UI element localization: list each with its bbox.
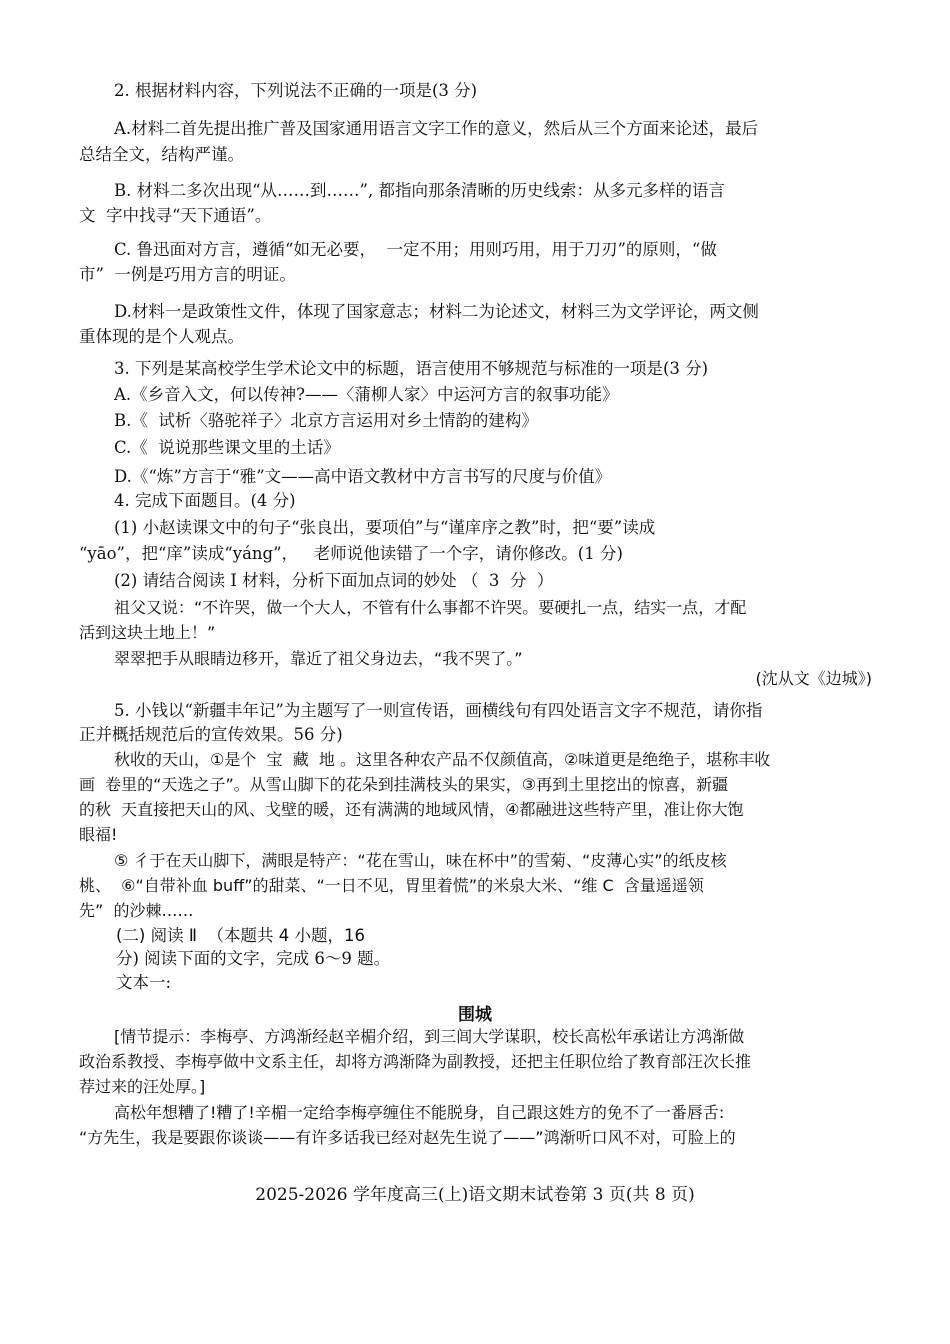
page-footer: 2025-2026 学年度高三(上)语文期末试卷第 3 页(共 8 页) (255, 1185, 695, 1205)
reading2-hint-line3: 荐过来的汪处厚。] (79, 1077, 206, 1096)
reading2-heading-line2: 分) 阅读下面的文字，完成 6～9 题。 (116, 949, 391, 968)
q5-text-line4: 眼福! (79, 825, 118, 844)
q5-text-line5: ⑤ 彳于在天山脚下，满眼是特产：“花在雪山，味在杯中”的雪菊、“皮薄心实”的纸皮核 (114, 851, 727, 870)
reading2-hint-line2: 政治系教授、李梅亭做中文系主任，却将方鸿渐降为副教授，还把主任职位给了教育部汪次长推 (79, 1052, 752, 1071)
reading2-hint-line1: [情节提示：李梅亭、方鸿渐经赵辛楣介绍，到三闾大学谋职，校长高松年承诺让方鸿渐做 (114, 1027, 745, 1046)
q4-stem: 4. 完成下面题目。(4 分) (114, 491, 296, 510)
q4-quote-source: (沈从文《边城》) (755, 669, 872, 688)
q5-text-line1: 秋收的天山，①是个 宝 藏 地 。这里各种农产品不仅颜值高，②味道更是绝绝子，堪称丰收 (114, 750, 771, 769)
q2-option-d-line2: 重体现的是个人观点。 (79, 327, 244, 346)
q2-stem: 2. 根据材料内容，下列说法不正确的一项是(3 分) (114, 81, 478, 100)
q3-option-b: B.《 试析〈骆驼祥子〉北京方言运用对乡土情韵的建构》 (114, 411, 538, 430)
q5-text-line7: 先” 的沙棘…… (79, 901, 194, 920)
q5-stem-line2: 正并概括规范后的宣传效果。56 分) (79, 725, 343, 744)
reading2-body-line1: 高松年想糟了!糟了!辛楣一定给李梅亭缠住不能脱身，自己跟这姓方的免不了一番唇舌: (114, 1103, 725, 1122)
q4-quote-line1: 祖父又说：“不许哭，做一个大人，不管有什么事都不许哭。要硬扎一点，结实一点，才配 (114, 598, 747, 617)
q3-option-d: D.《“炼”方言于“雅”文——高中语文教材中方言书写的尺度与价值》 (114, 467, 612, 486)
q4-part2: (2) 请结合阅读 Ⅰ 材料，分析下面加点词的妙处 （ 3 分 ） (114, 571, 554, 590)
q5-text-line2: 画 卷里的“天选之子”。从雪山脚下的花朵到挂满枝头的果实，③再到土里挖出的惊喜，新疆 (79, 775, 729, 794)
q4-quote-line2: 活到这块土地上！” (79, 623, 216, 642)
q5-stem-line1: 5. 小钱以“新疆丰年记”为主题写了一则宣传语，画横线句有四处语言文字不规范，请你指 (114, 701, 763, 720)
q2-option-c-line2: 市” 一例是巧用方言的明证。 (79, 265, 296, 284)
q3-option-a: A.《乡音入文，何以传神?——〈蒲柳人家〉中运河方言的叙事功能》 (114, 385, 619, 404)
q2-option-a-line2: 总结全文，结构严谨。 (79, 145, 244, 164)
q2-option-c-line1: C. 鲁迅面对方言，遵循“如无必要， 一定不用；用则巧用，用于刀刃”的原则，“做 (114, 240, 717, 259)
reading2-body-line2: “方先生，我是要跟你谈谈——有许多话我已经对赵先生说了——”鸿渐听口风不对，可脸上的 (79, 1128, 736, 1147)
q3-option-c: C.《 说说那些课文里的土话》 (114, 438, 340, 457)
q4-part1-line2: “yāo”，把“庠”读成“yáng”， 老师说他读错了一个字，请你修改。(1 分) (79, 544, 623, 563)
q4-part1-line1: (1) 小赵读课文中的句子“张良出，要项伯”与“谨庠序之教”时，把“要”读成 (114, 518, 656, 537)
q2-option-b-line2: 文 字中找寻“天下通语”。 (79, 206, 272, 225)
q5-text-line6: 桃、 ⑥“自带补血 buff”的甜菜、“一日不见，胃里着慌”的米泉大米、“维 C 含量遥遥领 (79, 876, 704, 895)
q2-option-b-line1: B. 材料二多次出现“从……到……”, 都指向那条清晰的历史线索：从多元多样的语言 (114, 181, 725, 200)
q4-quote-line3: 翠翠把手从眼睛边移开，靠近了祖父身边去，“我不哭了。” (114, 649, 523, 668)
reading2-title: 围城 (458, 1005, 492, 1025)
reading2-heading-line1: (二) 阅读 Ⅱ （本题共 4 小题，16 (116, 926, 365, 945)
q2-option-d-line1: D.材料一是政策性文件，体现了国家意志；材料二为论述文，材料三为文学评论，两文侧 (114, 302, 759, 321)
q5-text-line3: 的秋 天直接把天山的风、戈壁的暖，还有满满的地域风情，④都融进这些特产里，准让你大饱 (79, 800, 744, 819)
q2-option-a-line1: A.材料二首先提出推广普及国家通用语言文字工作的意义，然后从三个方面来论述，最后 (114, 119, 759, 138)
q3-stem: 3. 下列是某高校学生学术论文中的标题，语言使用不够规范与标准的一项是(3 分) (114, 359, 709, 378)
reading2-text-label: 文本一: (116, 973, 172, 992)
